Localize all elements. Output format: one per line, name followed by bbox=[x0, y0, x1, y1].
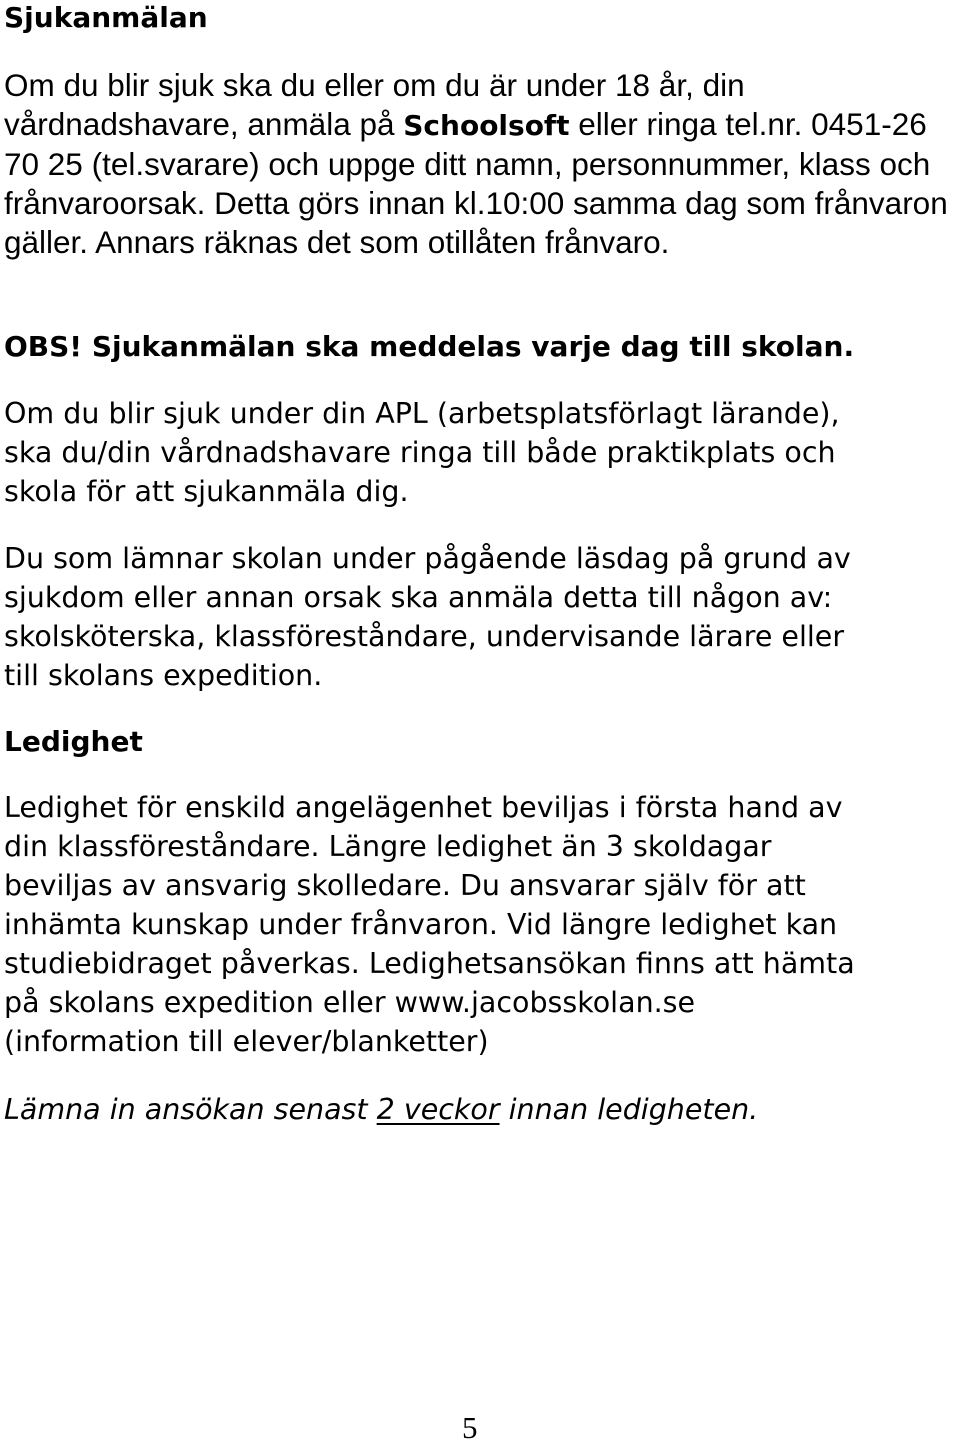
sick-report-text-start: Om du blir sjuk ska du eller om du är under 18 år, din vårdnadshavare, anmäla på bbox=[4, 67, 745, 142]
leave-paragraph: Ledighet för enskild angelägenhet beviljas i första hand av din klassföreståndare. Längre ledighet än 3 skoldagar beviljas av ansvarig skolledare. Du ansvarar själv för att inhämta kunskap under frånvaron. Vid längre ledighet kan studiebidraget påverkas. Ledighetsansökan finns att hämta på skolans expedition eller www.jacobsskolan.se (information till elever/blanketter) bbox=[4, 791, 855, 1058]
sick-report-paragraph bbox=[4, 66, 956, 262]
deadline-text-start: Lämna in ansökan senast bbox=[4, 1093, 377, 1126]
page-title: Sjukanmälan bbox=[4, 1, 208, 34]
sick-report-text-end: eller ringa tel.nr. 0451-26 70 25 (tel.svarare) och uppge ditt namn, personnummer, klass och frånvaroorsak. Detta görs innan kl.10:00 samma dag som frånvaron gäller. Annars räknas det som otillåten frånvaro. bbox=[4, 106, 948, 260]
page-number: 5 bbox=[462, 1410, 478, 1445]
leave-heading: Ledighet bbox=[4, 725, 143, 758]
deadline-text-end: innan ledigheten. bbox=[499, 1093, 759, 1126]
leaving-school-paragraph: Du som lämnar skolan under pågående läsdag på grund av sjukdom eller annan orsak ska anmäla detta till någon av: skolsköterska, klassföreståndare, undervisande lärare eller till skolans expedition. bbox=[4, 542, 851, 692]
apl-paragraph: Om du blir sjuk under din APL (arbetsplatsförlagt lärande), ska du/din vårdnadshavare ringa till både praktikplats och skola för att sjukanmäla dig. bbox=[4, 397, 840, 508]
deadline-note bbox=[4, 1090, 956, 1130]
deadline-underlined: 2 veckor bbox=[376, 1093, 500, 1126]
obs-notice: OBS! Sjukanmälan ska meddelas varje dag till skolan. bbox=[4, 330, 855, 363]
schoolsoft-name: Schoolsoft bbox=[403, 109, 570, 142]
